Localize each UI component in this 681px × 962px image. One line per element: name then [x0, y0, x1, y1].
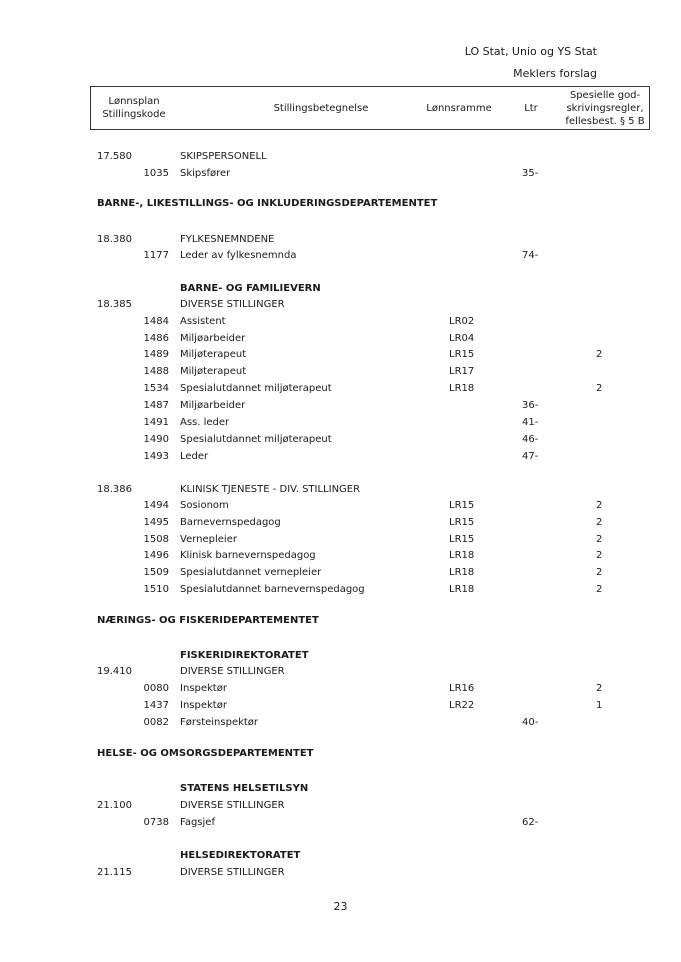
stillingsbetegnelse-cell: FYLKESNEMNDENE [180, 234, 275, 245]
spesielle-cell: 2 [596, 567, 603, 578]
department-heading: NÆRINGS- OG FISKERIDEPARTEMENTET [97, 615, 319, 626]
stillingsbetegnelse-cell: Sosionom [180, 500, 229, 511]
stillingskode-cell: 1177 [143, 250, 169, 261]
lonnsplan-cell: 18.385 [97, 299, 132, 310]
lonnsramme-cell: LR18 [449, 584, 475, 595]
stillingskode-cell: 1496 [143, 550, 169, 561]
col-header-stillingsbetegnelse: Stillingsbetegnelse [273, 103, 369, 114]
stillingsbetegnelse-cell: Leder [180, 451, 209, 462]
lonnsramme-cell: LR15 [449, 349, 475, 360]
stillingsbetegnelse-cell: Spesialutdannet miljøterapeut [180, 434, 332, 445]
stillingsbetegnelse-cell: HELSEDIREKTORATET [180, 850, 301, 861]
lonnsramme-cell: LR22 [449, 700, 475, 711]
ltr-cell: 46- [522, 434, 539, 445]
stillingskode-cell: 0738 [143, 817, 169, 828]
table-row [0, 798, 681, 813]
stillingskode-cell: 1508 [143, 534, 169, 545]
stillingsbetegnelse-cell: SKIPSPERSONELL [180, 151, 267, 162]
stillingskode-cell: 1437 [143, 700, 169, 711]
lonnsplan-cell: 18.380 [97, 234, 132, 245]
table-row [0, 482, 681, 497]
table-row [0, 381, 681, 396]
ltr-cell: 36- [522, 400, 539, 411]
stillingsbetegnelse-cell: Inspektør [180, 683, 227, 694]
lonnsramme-cell: LR18 [449, 550, 475, 561]
lonnsramme-cell: LR04 [449, 333, 475, 344]
table-row [0, 498, 681, 513]
lonnsramme-cell: LR16 [449, 683, 475, 694]
table-row [0, 681, 681, 696]
department-heading: HELSE- OG OMSORGSDEPARTEMENTET [97, 748, 314, 759]
stillingsbetegnelse-cell: Spesialutdannet vernepleier [180, 567, 322, 578]
stillingsbetegnelse-cell: Miljøterapeut [180, 366, 247, 377]
table-row [0, 297, 681, 312]
table-row [0, 364, 681, 379]
stillingsbetegnelse-cell: DIVERSE STILLINGER [180, 867, 285, 878]
stillingsbetegnelse-cell: Miljøarbeider [180, 333, 246, 344]
lonnsplan-cell: 19.410 [97, 666, 132, 677]
stillingskode-cell: 1494 [143, 500, 169, 511]
stillingskode-cell: 1510 [143, 584, 169, 595]
ltr-cell: 40- [522, 717, 539, 728]
stillingsbetegnelse-cell: Leder av fylkesnemnda [180, 250, 297, 261]
stillingsbetegnelse-cell: Inspektør [180, 700, 227, 711]
stillingsbetegnelse-cell: Miljøterapeut [180, 349, 247, 360]
stillingsbetegnelse-cell: Førsteinspektør [180, 717, 259, 728]
header-proposal: Meklers forslag [513, 67, 597, 80]
stillingskode-cell: 1486 [143, 333, 169, 344]
stillingskode-cell: 0080 [143, 683, 169, 694]
col-header-ltr: Ltr [524, 103, 538, 114]
department-heading: BARNE-, LIKESTILLINGS- OG INKLUDERINGSDEPARTEMENTET [97, 198, 438, 209]
table-row [0, 432, 681, 447]
spesielle-cell: 2 [596, 500, 603, 511]
table-row [0, 582, 681, 597]
lonnsramme-cell: LR18 [449, 383, 475, 394]
stillingsbetegnelse-cell: Klinisk barnevernspedagog [180, 550, 316, 561]
lonnsramme-cell: LR15 [449, 534, 475, 545]
spesielle-cell: 2 [596, 683, 603, 694]
stillingskode-cell: 1491 [143, 417, 169, 428]
stillingsbetegnelse-cell: Ass. leder [180, 417, 230, 428]
header-parties: LO Stat, Unio og YS Stat [464, 45, 597, 58]
stillingsbetegnelse-cell: STATENS HELSETILSYN [180, 783, 309, 794]
table-row [0, 331, 681, 346]
table-row [0, 815, 681, 830]
spesielle-cell: 2 [596, 383, 603, 394]
lonnsplan-cell: 21.100 [97, 800, 132, 811]
stillingsbetegnelse-cell: Skipsfører [180, 168, 231, 179]
table-row [0, 664, 681, 679]
stillingskode-cell: 1509 [143, 567, 169, 578]
table-row [0, 232, 681, 247]
stillingsbetegnelse-cell: DIVERSE STILLINGER [180, 299, 285, 310]
stillingsbetegnelse-cell: Vernepleier [180, 534, 237, 545]
lonnsplan-cell: 21.115 [97, 867, 132, 878]
table-row [0, 548, 681, 563]
lonnsramme-cell: LR17 [449, 366, 475, 377]
table-row [0, 848, 681, 863]
stillingsbetegnelse-cell: Spesialutdannet miljøterapeut [180, 383, 332, 394]
ltr-cell: 74- [522, 250, 539, 261]
stillingsbetegnelse-cell: DIVERSE STILLINGER [180, 666, 285, 677]
ltr-cell: 62- [522, 817, 539, 828]
stillingskode-cell: 1488 [143, 366, 169, 377]
table-row [0, 281, 681, 296]
ltr-cell: 41- [522, 417, 539, 428]
stillingskode-cell: 1534 [143, 383, 169, 394]
spesielle-cell: 2 [596, 349, 603, 360]
spesielle-cell: 2 [596, 584, 603, 595]
stillingskode-cell: 1493 [143, 451, 169, 462]
lonnsramme-cell: LR18 [449, 567, 475, 578]
table-row [0, 698, 681, 713]
stillingsbetegnelse-cell: BARNE- OG FAMILIEVERN [180, 283, 321, 294]
table-row [0, 166, 681, 181]
table-row [0, 248, 681, 263]
table-row [0, 781, 681, 796]
lonnsramme-cell: LR15 [449, 500, 475, 511]
stillingskode-cell: 1489 [143, 349, 169, 360]
stillingskode-cell: 0082 [143, 717, 169, 728]
table-row [0, 449, 681, 464]
lonnsramme-cell: LR15 [449, 517, 475, 528]
stillingskode-cell: 1484 [143, 316, 169, 327]
stillingskode-cell: 1495 [143, 517, 169, 528]
table-row [0, 715, 681, 730]
lonnsplan-cell: 18.386 [97, 484, 132, 495]
table-row [0, 515, 681, 530]
table-row [0, 314, 681, 329]
table-row [0, 415, 681, 430]
spesielle-cell: 1 [596, 700, 603, 711]
ltr-cell: 35- [522, 168, 539, 179]
lonnsramme-cell: LR02 [449, 316, 475, 327]
table-row [0, 347, 681, 362]
stillingsbetegnelse-cell: FISKERIDIREKTORATET [180, 650, 309, 661]
table-row [0, 648, 681, 663]
col-header-spesielle: Spesielle god- skrivingsregler, fellesbest. § 5 B [565, 90, 645, 127]
stillingsbetegnelse-cell: Fagsjef [180, 817, 215, 828]
table-row [0, 532, 681, 547]
stillingsbetegnelse-cell: Barnevernspedagog [180, 517, 281, 528]
page-number: 23 [333, 900, 348, 913]
ltr-cell: 47- [522, 451, 539, 462]
table-row [0, 565, 681, 580]
table-row [0, 865, 681, 880]
col-header-lonnsramme: Lønnsramme [426, 103, 492, 114]
stillingskode-cell: 1490 [143, 434, 169, 445]
stillingsbetegnelse-cell: Spesialutdannet barnevernspedagog [180, 584, 365, 595]
stillingsbetegnelse-cell: DIVERSE STILLINGER [180, 800, 285, 811]
stillingsbetegnelse-cell: Miljøarbeider [180, 400, 246, 411]
spesielle-cell: 2 [596, 534, 603, 545]
stillingsbetegnelse-cell: KLINISK TJENESTE - DIV. STILLINGER [180, 484, 361, 495]
stillingsbetegnelse-cell: Assistent [180, 316, 226, 327]
stillingskode-cell: 1487 [143, 400, 169, 411]
table-row [0, 398, 681, 413]
spesielle-cell: 2 [596, 517, 603, 528]
col-header-lonnsplan: Lønnsplan Stillingskode [102, 96, 166, 120]
stillingskode-cell: 1035 [143, 168, 169, 179]
lonnsplan-cell: 17.580 [97, 151, 132, 162]
table-row [0, 149, 681, 164]
spesielle-cell: 2 [596, 550, 603, 561]
